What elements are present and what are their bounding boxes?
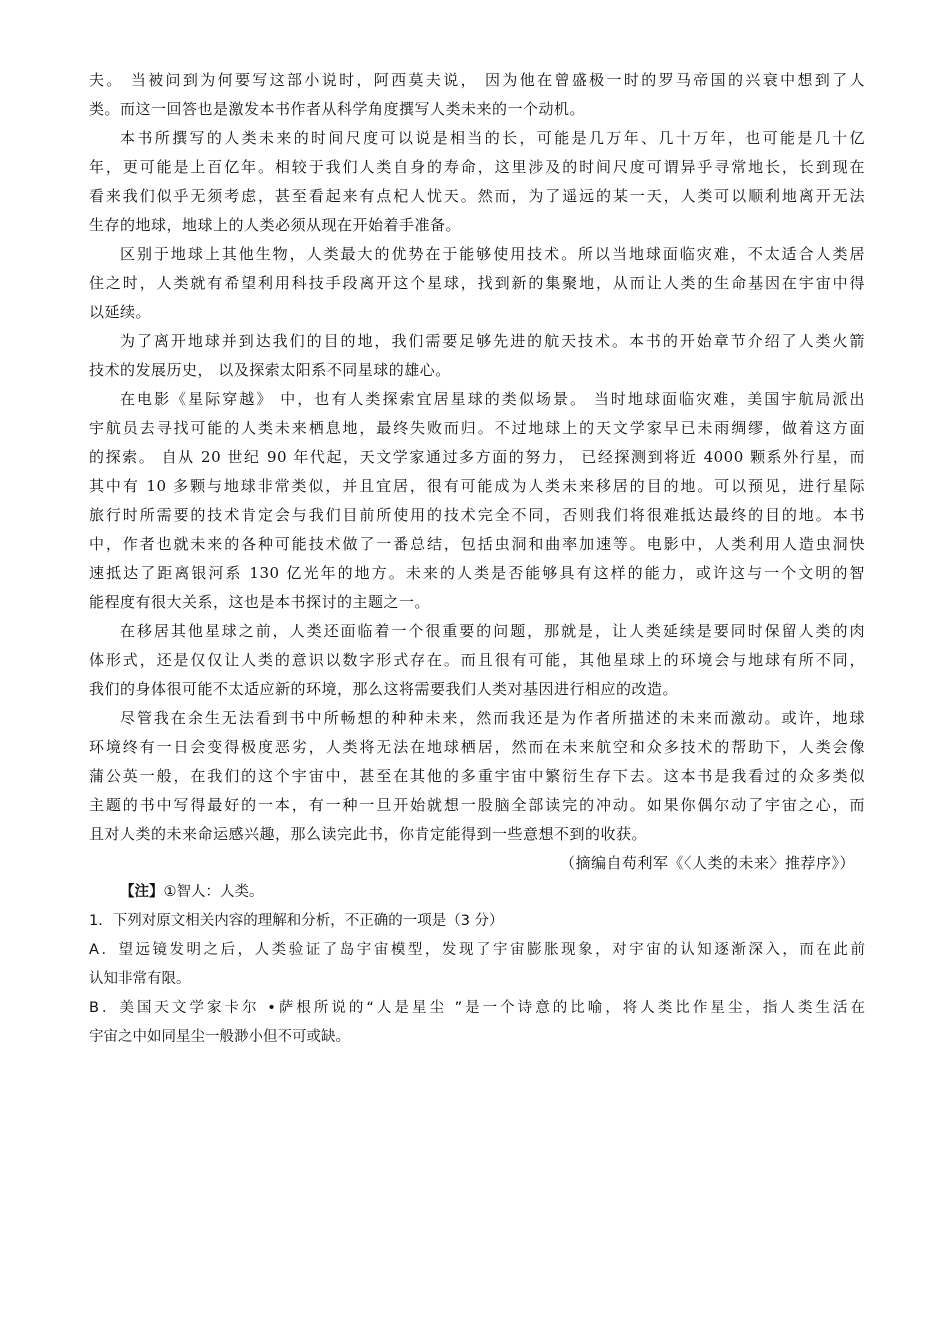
text-line: 技术的发展历史， 以及探索太阳系不同星球的雄心。 (89, 361, 451, 379)
question-stem: 1．下列对原文相关内容的理解和分析，不正确的一项是（3 分） (89, 913, 504, 929)
text-line: 年，更可能是上百亿年。相较于我们人类自身的寿命，这里涉及的时间尺度可谓异乎寻常地长，长到现在 (89, 158, 865, 176)
paragraph-5 (89, 385, 865, 617)
text-line: 环境终有一日会变得极度恶劣，人类将无法在地球栖居，然而在未来航空和众多技术的帮助下，人类会像 (89, 738, 865, 756)
text-line: 为了离开地球并到达我们的目的地，我们需要足够先进的航天技术。本书的开始章节介绍了人类火箭 (120, 332, 865, 350)
option-line: 认知非常有限。 (89, 971, 191, 987)
text-line: 在电影《星际穿越》 中，也有人类探索宜居星球的类似场景。 当时地球面临灾难，美国宇航局派出 (120, 390, 865, 408)
text-line: 且对人类的未来命运感兴趣，那么读完此书，你肯定能得到一些意想不到的收获。 (89, 825, 648, 843)
option-line: B．美国天文学家卡尔 •萨根所说的“人是星尘 ”是一个诗意的比喻，将人类比作星尘，指人类生活在 (89, 1000, 865, 1016)
paragraph-6 (89, 617, 865, 704)
text-line: 住之时，人类就有希望利用科技手段离开这个星球，找到新的集聚地，从而让人类的生命基因在宇宙中得 (89, 274, 865, 292)
footnote-label: 【注】 (120, 884, 164, 900)
option-b (89, 994, 865, 1052)
text-line: 中，作者也就未来的各种可能技术做了一番总结，包括虫洞和曲率加速等。电影中，人类利用人造虫洞快 (89, 535, 865, 553)
text-line: 宇航员去寻找可能的人类未来栖息地，最终失败而归。不过地球上的天文学家早已未雨绸缪，做着这方面 (89, 419, 865, 437)
text-line: 区别于地球上其他生物，人类最大的优势在于能够使用技术。所以当地球面临灾难，不太适合人类居 (120, 245, 865, 263)
text-line: 旅行时所需要的技术肯定会与我们目前所使用的技术完全不同，否则我们将很难抵达最终的目的地。本书 (89, 506, 865, 524)
footnote (89, 878, 865, 907)
text-line: 蒲公英一般，在我们的这个宇宙中，甚至在其他的多重宇宙中繁衍生存下去。这本书是我看过的众多类似 (89, 767, 865, 785)
source-citation: （摘编自苟利军《〈人类的未来〉推荐序》） (559, 854, 855, 872)
text-line: 生存的地球，地球上的人类必须从现在开始着手准备。 (89, 216, 462, 234)
paragraph-2 (89, 124, 865, 240)
option-line: A．望远镜发明之后，人类验证了岛宇宙模型，发现了宇宙膨胀现象，对宇宙的认知逐渐深入，而在此前 (89, 942, 865, 958)
text-line: 尽管我在余生无法看到书中所畅想的种种未来，然而我还是为作者所描述的未来而激动。或许，地球 (120, 709, 865, 727)
paragraph-1 (89, 66, 865, 124)
text-line: 以延续。 (89, 303, 152, 321)
text-line: 我们的身体很可能不太适应新的环境，那么这将需要我们人类对基因进行相应的改造。 (89, 680, 679, 698)
text-line: 主题的书中写得最好的一本，有一种一旦开始就想一股脑全部读完的冲动。如果你偶尔动了宇宙之心，而 (89, 796, 865, 814)
text-line: 类。而这一回答也是激发本书作者从科学角度撰写人类未来的一个动机。 (89, 100, 586, 118)
text-line: 夫。 当被问到为何要写这部小说时，阿西莫夫说， 因为他在曾盛极一时的罗马帝国的兴衰中想到了人 (89, 71, 865, 89)
text-line: 看来我们似乎无须考虑，甚至看起来有点杞人忧天。然而，为了遥远的某一天，人类可以顺利地离开无法 (89, 187, 865, 205)
text-line: 能程度有很大关系，这也是本书探讨的主题之一。 (89, 593, 431, 611)
footnote-text: ①智人：人类。 (163, 884, 264, 900)
paragraph-3 (89, 240, 865, 327)
text-line: 的探索。 自从 20 世纪 90 年代起，天文学家通过多方面的努力， 已经探测到将近 4000 颗系外行星，而 (89, 448, 865, 466)
text-line: 其中有 10 多颗与地球非常类似，并且宜居，很有可能成为人类未来移居的目的地。可以预见，进行星际 (89, 477, 865, 495)
text-line: 在移居其他星球之前，人类还面临着一个很重要的问题，那就是，让人类延续是要同时保留人类的肉 (120, 622, 865, 640)
text-line: 速抵达了距离银河系 130 亿光年的地方。未来的人类是否能够具有这样的能力，或许这与一个文明的智 (89, 564, 865, 582)
paragraph-7 (89, 704, 865, 849)
text-line: 体形式，还是仅仅让人类的意识以数字形式存在。而且很有可能，其他星球上的环境会与地球有所不同， (89, 651, 865, 669)
option-line: 宇宙之中如同星尘一般渺小但不可或缺。 (89, 1029, 350, 1045)
text-line: 本书所撰写的人类未来的时间尺度可以说是相当的长，可能是几万年、几十万年，也可能是几十亿 (120, 129, 865, 147)
paragraph-4 (89, 327, 865, 385)
document-page (89, 66, 865, 1052)
option-a (89, 936, 865, 994)
